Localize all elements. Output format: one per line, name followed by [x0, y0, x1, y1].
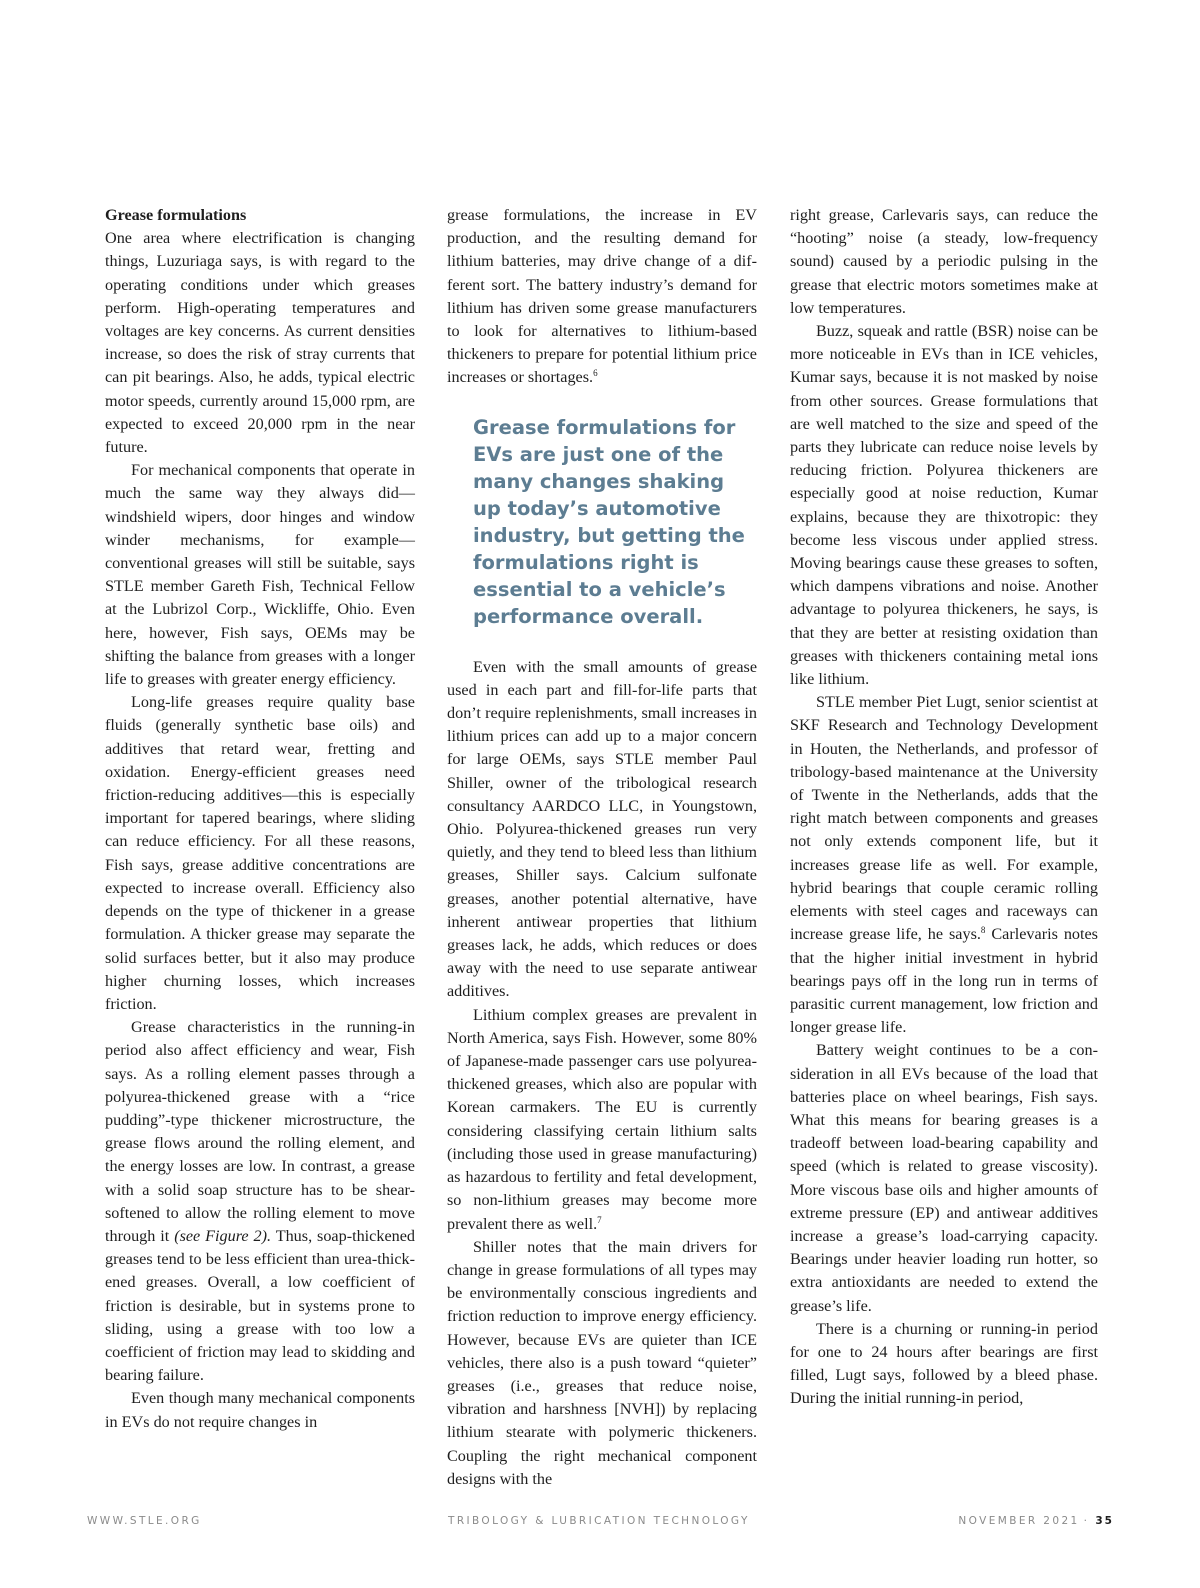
- page-number: 35: [1095, 1515, 1114, 1527]
- paragraph: Battery weight continues to be a consideration in all EVs because of the load that batteries place on wheel bearings, Fish says. What this means for bearing greases is a tradeoff between load-bearing capability and speed (which is related to grease viscosity). More viscous base oils and higher amounts of extreme pressure (EP) and antiwear additives increase a grease’s load-carrying capacity. Bearings under heavier loading run hotter, so extra antioxidants are needed to extend the grease’s life.: [790, 1041, 1098, 1315]
- paragraph: For mechanical components that operate in much the same way they always did—windshield wipers, door hinges and window winder mechanisms, for example—conventional greases will still be suitable, says STLE member Gareth Fish, Technical Fellow at the Lubrizol Corp., Wickliffe, Ohio. Even here, however, Fish says, OEMs may be shifting the balance from greases with a longer life to greases with greater energy efficiency.: [105, 461, 415, 689]
- paragraph-text: grease formulations, the increase in EV production, and the resulting demand for lithium batteries, may drive change of a different sort. The battery industry’s demand for lithium has driven some grease manufacturers to look for alternatives to lithium-based thickeners to prepare for potential lithium price increases or shortages.: [447, 206, 757, 387]
- section-heading: Grease formulations: [105, 206, 247, 224]
- paragraph-text: Carlevaris notes that the higher initial investment in hybrid bearings pays off in the long run in terms of parasitic current management, low friction and longer grease life.: [790, 925, 1098, 1037]
- paragraph: Even with the small amounts of grease used in each part and fill-for-life parts that don’t require replenishments, small increases in lithium prices can add up to a major concern for large OEMs, says STLE member Paul Shiller, owner of the tribological research consultancy AARDCO LLC, in Youngstown, Ohio. Polyurea-thickened greases run very quietly, and they tend to bleed less than lithium greases, Shiller says. Calcium sulfonate greases, another potential alternative, have inherent antiwear properties that lithium greases lack, he adds, which reduces or does away with the need to use separate antiwear additives.: [447, 657, 757, 1001]
- paragraph: Long-life greases require quality base fluids (generally synthetic base oils) and additives that retard wear, fretting and oxidation. Energy-efficient greases need friction-reducing additives—this is especially important for tapered bearings, where sliding can reduce efficiency. For all these reasons, Fish says, grease additive concentrations are expected to increase overall. Efficiency also depends on the type of thickener in a grease formulation. A thicker grease may separate the solid surfaces better, but it also may produce higher churning losses, which increases friction.: [105, 693, 415, 1013]
- paragraph-text: Grease characteristics in the running-in period also affect efficiency and wear, Fish says. As a rolling element passes through a polyurea-thickened grease with a “rice pudding”-type thickener microstructure, the grease flows around the rolling element, and the energy losses are low. In contrast, a grease with a solid soap structure has to be shear-softened to allow the rolling element to move through it: [105, 1018, 415, 1245]
- footnote-ref: 8: [980, 925, 986, 936]
- footer-issue-date: NOVEMBER 2021: [958, 1515, 1080, 1527]
- footer-issue-page: [958, 1515, 1114, 1527]
- footer-separator: ·: [1083, 1515, 1090, 1527]
- article-column-2: [447, 204, 757, 1491]
- article-column-3: [790, 204, 1098, 1411]
- footnote-ref: 7: [597, 1214, 602, 1225]
- footer-publication: TRIBOLOGY & LUBRICATION TECHNOLOGY: [448, 1515, 750, 1527]
- paragraph: right grease, Carlevaris says, can reduce the “hooting” noise (a steady, low-frequency sound) caused by a periodic pulsing in the grease that electric motors sometimes make at low temperatures.: [790, 206, 1098, 317]
- paragraph: [105, 1016, 415, 1387]
- paragraph: Shiller notes that the main drivers for change in grease formulations of all types may be environmentally conscious ingredients and friction reduction to improve energy efficiency. However, because EVs are quieter than ICE vehicles, there also is a push toward “quieter” greases (i.e., greases that reduce noise, vibration and harshness [NVH]) by replacing lithium stearate with polymeric thickeners. Coupling the right mechanical component designs with the: [447, 1237, 757, 1488]
- figure-reference: (see Figure 2).: [174, 1226, 272, 1245]
- paragraph: Buzz, squeak and rattle (BSR) noise can be more noticeable in EVs than in ICE vehicles, Kumar says, because it is not masked by noise from other sources. Grease formulations that are well matched to the size and speed of the parts they lubricate can reduce noise levels by reducing friction. Polyurea thickeners are especially good at noise reduction, Kumar explains, because they are thixotropic: they become less viscous under applied stress. Moving bearings cause these greases to soften, which dampens vibrations and noise. Another advantage to polyurea thickeners, he says, is that they are better at resisting oxidation than greases with thickeners containing metal ions like lithium.: [790, 322, 1098, 689]
- footnote-ref: 6: [593, 368, 598, 379]
- paragraph: Even though many mechanical components in EVs do not require changes in: [105, 1389, 415, 1431]
- paragraph-text: STLE member Piet Lugt, senior scientist at SKF Research and Technology Development in Houten, the Netherlands, and professor of tribology-based maintenance at the University of Twente in the Netherlands, adds that the right match between components and greases not only extends component life, but it increases grease life as well. For example, hybrid bearings that couple ceramic rolling elements with steel cages and raceways can increase grease life, he says.: [790, 693, 1098, 944]
- paragraph: There is a churning or running-in period for one to 24 hours after bearings are first filled, Lugt says, followed by a bleed phase. During the initial running-in period,: [790, 1319, 1098, 1408]
- paragraph-text: Thus, soap-thickened greases tend to be less efficient than urea-thickened greases. Overall, a low coefficient of friction is desirable, but in systems prone to sliding, using a grease with too low a coefficient of friction may lead to skidding and bearing failure.: [105, 1226, 416, 1385]
- paragraph-text: Lithium complex greases are prevalent in North America, says Fish. However, some 80% of Japanese-made passenger cars use polyurea-thickened greases, which also are popular with Korean carmakers. The EU is currently considering classifying certain lithium salts (including those used in grease manufacturing) as hazardous to fertility and fetal development, so non-lithium greases may become more prevalent there as well.: [447, 1005, 757, 1233]
- article-column-1: [105, 204, 415, 1434]
- paragraph: [447, 1004, 757, 1236]
- paragraph: [447, 204, 757, 390]
- paragraph: [790, 691, 1098, 1039]
- footer-website: WWW.STLE.ORG: [87, 1515, 202, 1527]
- paragraph: One area where electrification is changing things, Luzuriaga says, is with regard to the operating conditions under which greases perform. High-operating temperatures and voltages are key concerns. As current densities increase, so does the risk of stray currents that can pit bearings. Also, he adds, typical electric motor speeds, currently around 15,000 rpm, are expected to exceed 20,000 rpm in the near future.: [105, 229, 415, 457]
- pull-quote: Grease formulations for EVs are just one of the many changes shaking up today’s automotive industry, but getting the formulations right is essential to a vehicle’s performance overall.: [473, 415, 745, 628]
